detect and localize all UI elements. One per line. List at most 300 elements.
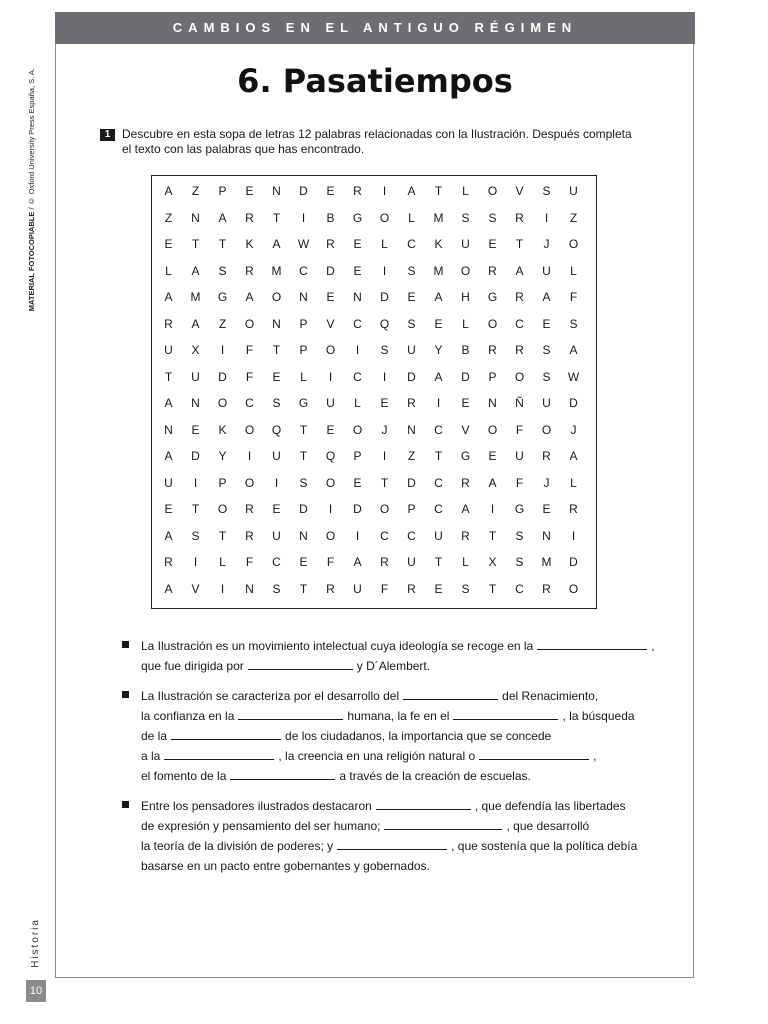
copyright-bold: MATERIAL FOTOCOPIABLE bbox=[27, 211, 36, 312]
grid-letter[interactable]: E bbox=[326, 422, 335, 437]
grid-letter[interactable]: E bbox=[326, 290, 335, 304]
exercise-text: , que defendía las libertades bbox=[474, 799, 626, 813]
grid-letter[interactable]: J bbox=[570, 422, 577, 437]
grid-letter[interactable]: P bbox=[299, 343, 308, 357]
grid-letter[interactable]: R bbox=[164, 316, 173, 331]
grid-letter[interactable]: P bbox=[218, 184, 227, 198]
grid-letter[interactable]: D bbox=[569, 555, 578, 569]
grid-letter[interactable]: E bbox=[272, 369, 281, 384]
grid-letter[interactable]: A bbox=[164, 396, 173, 410]
grid-letter[interactable]: C bbox=[434, 502, 443, 516]
grid-letter[interactable]: T bbox=[218, 237, 227, 251]
grid-row bbox=[152, 231, 596, 257]
grid-letter[interactable]: O bbox=[379, 502, 390, 516]
chapter-header: CAMBIOS EN EL ANTIGUO RÉGIMEN bbox=[55, 12, 695, 44]
grid-letter[interactable]: S bbox=[461, 581, 470, 596]
grid-letter[interactable]: O bbox=[487, 316, 498, 331]
grid-letter[interactable]: T bbox=[299, 581, 308, 596]
grid-row bbox=[152, 496, 596, 522]
grid-letter[interactable]: G bbox=[298, 396, 309, 410]
grid-letter[interactable]: F bbox=[245, 369, 254, 384]
grid-letter[interactable]: T bbox=[380, 475, 389, 490]
grid-letter[interactable]: L bbox=[570, 263, 577, 278]
grid-letter[interactable]: Z bbox=[164, 210, 173, 225]
grid-letter[interactable]: I bbox=[382, 449, 387, 463]
grid-letter[interactable]: Y bbox=[218, 449, 227, 463]
grid-letter[interactable]: E bbox=[164, 237, 173, 251]
grid-letter[interactable]: E bbox=[353, 237, 362, 251]
grid-letter[interactable]: E bbox=[353, 263, 362, 278]
grid-letter[interactable]: F bbox=[515, 422, 524, 437]
grid-letter[interactable]: A bbox=[461, 502, 470, 516]
grid-letter[interactable]: E bbox=[461, 396, 470, 410]
grid-letter[interactable]: D bbox=[218, 369, 227, 384]
grid-letter[interactable]: T bbox=[488, 528, 497, 543]
grid-letter[interactable]: R bbox=[353, 184, 362, 198]
grid-letter[interactable]: R bbox=[515, 210, 524, 225]
grid-letter[interactable]: I bbox=[544, 210, 549, 225]
grid-letter[interactable]: S bbox=[569, 316, 578, 331]
grid-letter[interactable]: E bbox=[380, 396, 389, 410]
answer-blank[interactable] bbox=[453, 707, 558, 720]
grid-letter[interactable]: S bbox=[461, 210, 470, 225]
grid-letter[interactable]: U bbox=[164, 475, 173, 490]
grid-letter[interactable]: O bbox=[271, 290, 282, 304]
grid-letter[interactable]: A bbox=[245, 290, 254, 304]
grid-letter[interactable]: D bbox=[407, 369, 416, 384]
grid-letter[interactable]: S bbox=[542, 369, 551, 384]
grid-letter[interactable]: T bbox=[191, 502, 200, 516]
grid-letter[interactable]: L bbox=[381, 237, 388, 251]
exercise-line bbox=[141, 836, 660, 856]
grid-letter[interactable]: S bbox=[488, 210, 497, 225]
grid-letter[interactable]: O bbox=[487, 422, 498, 437]
grid-letter[interactable]: L bbox=[570, 475, 577, 490]
grid-letter[interactable]: N bbox=[272, 184, 281, 198]
grid-letter[interactable]: B bbox=[461, 343, 470, 357]
grid-row bbox=[152, 337, 596, 363]
grid-letter[interactable]: A bbox=[164, 290, 173, 304]
grid-letter[interactable]: R bbox=[245, 263, 254, 278]
grid-letter[interactable]: K bbox=[218, 422, 227, 437]
grid-letter[interactable]: E bbox=[245, 184, 254, 198]
grid-letter[interactable]: Q bbox=[325, 449, 336, 463]
grid-letter[interactable]: F bbox=[245, 555, 254, 569]
grid-letter[interactable]: O bbox=[568, 237, 579, 251]
grid-letter[interactable]: S bbox=[542, 343, 551, 357]
grid-letter[interactable]: O bbox=[325, 343, 336, 357]
grid-letter[interactable]: C bbox=[407, 528, 416, 543]
grid-letter[interactable]: G bbox=[460, 449, 471, 463]
grid-letter[interactable]: F bbox=[569, 290, 578, 304]
exercise-item bbox=[120, 686, 660, 786]
grid-letter[interactable]: M bbox=[541, 555, 552, 569]
grid-letter[interactable]: L bbox=[462, 316, 469, 331]
grid-letter[interactable]: D bbox=[461, 369, 470, 384]
subject-label: Historia bbox=[30, 918, 41, 968]
grid-letter[interactable]: G bbox=[352, 210, 363, 225]
grid-letter[interactable]: A bbox=[515, 263, 524, 278]
grid-letter[interactable]: F bbox=[380, 581, 389, 596]
grid-letter[interactable]: R bbox=[569, 502, 578, 516]
grid-letter[interactable]: N bbox=[299, 290, 308, 304]
grid-letter[interactable]: A bbox=[191, 316, 200, 331]
grid-letter[interactable]: R bbox=[245, 502, 254, 516]
answer-blank[interactable] bbox=[479, 747, 589, 760]
grid-letter[interactable]: A bbox=[569, 343, 578, 357]
grid-letter[interactable]: S bbox=[407, 263, 416, 278]
grid-letter[interactable]: R bbox=[461, 475, 470, 490]
grid-letter[interactable]: G bbox=[217, 290, 228, 304]
copyright-rest: / © Oxford University Press España, S. A. bbox=[27, 68, 36, 212]
grid-letter[interactable]: N bbox=[272, 316, 281, 331]
grid-letter[interactable]: Z bbox=[218, 316, 227, 331]
exercise-text: La Ilustración se caracteriza por el desarrollo del bbox=[141, 689, 400, 703]
grid-letter[interactable]: R bbox=[515, 290, 524, 304]
grid-letter[interactable]: I bbox=[220, 343, 225, 357]
grid-letter[interactable]: D bbox=[569, 396, 578, 410]
answer-blank[interactable] bbox=[384, 817, 502, 830]
grid-letter[interactable]: S bbox=[407, 316, 416, 331]
grid-letter[interactable]: U bbox=[407, 555, 416, 569]
grid-letter[interactable]: D bbox=[326, 263, 335, 278]
grid-letter[interactable]: C bbox=[353, 369, 362, 384]
answer-blank[interactable] bbox=[248, 657, 353, 670]
grid-letter[interactable]: O bbox=[514, 369, 525, 384]
grid-letter[interactable]: S bbox=[542, 184, 551, 198]
grid-letter[interactable]: T bbox=[218, 528, 227, 543]
grid-letter[interactable]: I bbox=[220, 581, 225, 596]
grid-letter[interactable]: C bbox=[515, 581, 524, 596]
grid-letter[interactable]: C bbox=[353, 316, 362, 331]
grid-letter[interactable]: F bbox=[515, 475, 524, 490]
grid-letter[interactable]: N bbox=[191, 396, 200, 410]
grid-letter[interactable]: U bbox=[407, 343, 416, 357]
exercise-text: a través de la creación de escuelas. bbox=[339, 769, 531, 783]
grid-letter[interactable]: X bbox=[191, 343, 200, 357]
grid-letter[interactable]: O bbox=[244, 422, 255, 437]
exercise-text: , que sostenía que la política debía bbox=[451, 839, 638, 853]
exercise-line bbox=[141, 726, 660, 746]
grid-letter[interactable]: R bbox=[542, 449, 551, 463]
grid-letter[interactable]: A bbox=[272, 237, 281, 251]
grid-letter[interactable]: I bbox=[355, 343, 360, 357]
grid-letter[interactable]: C bbox=[434, 475, 443, 490]
grid-letter[interactable]: R bbox=[542, 581, 551, 596]
grid-letter[interactable]: I bbox=[571, 528, 576, 543]
grid-letter[interactable]: M bbox=[433, 210, 444, 225]
grid-letter[interactable]: C bbox=[434, 422, 443, 437]
grid-letter[interactable]: J bbox=[543, 475, 550, 490]
grid-letter[interactable]: I bbox=[355, 528, 360, 543]
grid-letter[interactable]: M bbox=[271, 263, 282, 278]
grid-letter[interactable]: D bbox=[299, 502, 308, 516]
grid-letter[interactable]: I bbox=[274, 475, 279, 490]
grid-letter[interactable]: N bbox=[164, 422, 173, 437]
grid-letter[interactable]: N bbox=[191, 210, 200, 225]
grid-letter[interactable]: E bbox=[488, 449, 497, 463]
grid-letter[interactable]: T bbox=[488, 581, 497, 596]
answer-blank[interactable] bbox=[164, 747, 274, 760]
grid-letter[interactable]: A bbox=[218, 210, 227, 225]
grid-letter[interactable]: U bbox=[542, 263, 551, 278]
grid-letter[interactable]: A bbox=[164, 184, 173, 198]
grid-letter[interactable]: T bbox=[434, 449, 443, 463]
grid-letter[interactable]: A bbox=[164, 581, 173, 596]
grid-letter[interactable]: U bbox=[569, 184, 578, 198]
grid-letter[interactable]: Z bbox=[191, 184, 200, 198]
grid-letter[interactable]: J bbox=[381, 422, 388, 437]
grid-letter[interactable]: D bbox=[299, 184, 308, 198]
grid-letter[interactable]: C bbox=[299, 263, 308, 278]
grid-letter[interactable]: S bbox=[191, 528, 200, 543]
grid-letter[interactable]: E bbox=[434, 316, 443, 331]
grid-letter[interactable]: A bbox=[407, 184, 416, 198]
grid-letter[interactable]: A bbox=[488, 475, 497, 490]
answer-blank[interactable] bbox=[171, 727, 281, 740]
grid-letter[interactable]: U bbox=[326, 396, 335, 410]
grid-letter[interactable]: O bbox=[379, 210, 390, 225]
exercise-line bbox=[141, 766, 660, 786]
answer-blank[interactable] bbox=[230, 767, 335, 780]
grid-letter[interactable]: F bbox=[326, 555, 335, 569]
grid-letter[interactable]: E bbox=[299, 555, 308, 569]
exercise-text: Entre los pensadores ilustrados destacaron bbox=[141, 799, 372, 813]
grid-letter[interactable]: H bbox=[461, 290, 470, 304]
grid-letter[interactable]: N bbox=[299, 528, 308, 543]
grid-letter[interactable]: O bbox=[217, 396, 228, 410]
grid-letter[interactable]: O bbox=[244, 475, 255, 490]
grid-letter[interactable]: G bbox=[487, 290, 498, 304]
grid-letter[interactable]: I bbox=[301, 210, 306, 225]
grid-letter[interactable]: Q bbox=[379, 316, 390, 331]
grid-letter[interactable]: A bbox=[353, 555, 362, 569]
exercise-text: del Renacimiento, bbox=[502, 689, 599, 703]
grid-letter[interactable]: S bbox=[380, 343, 389, 357]
grid-row bbox=[152, 258, 596, 284]
grid-letter[interactable]: T bbox=[299, 449, 308, 463]
grid-letter[interactable]: P bbox=[299, 316, 308, 331]
grid-letter[interactable]: O bbox=[568, 581, 579, 596]
grid-letter[interactable]: E bbox=[353, 475, 362, 490]
grid-letter[interactable]: R bbox=[461, 528, 470, 543]
fill-in-exercises bbox=[120, 636, 660, 886]
grid-letter[interactable]: R bbox=[488, 343, 497, 357]
grid-letter[interactable]: N bbox=[245, 581, 254, 596]
grid-letter[interactable]: T bbox=[434, 555, 443, 569]
grid-letter[interactable]: A bbox=[569, 449, 578, 463]
answer-blank[interactable] bbox=[537, 637, 647, 650]
grid-letter[interactable]: L bbox=[408, 210, 415, 225]
grid-letter[interactable]: R bbox=[245, 528, 254, 543]
grid-letter[interactable]: U bbox=[191, 369, 200, 384]
grid-letter[interactable]: O bbox=[244, 316, 255, 331]
grid-letter[interactable]: N bbox=[542, 528, 551, 543]
grid-letter[interactable]: E bbox=[542, 316, 551, 331]
grid-letter[interactable]: M bbox=[190, 290, 201, 304]
grid-letter[interactable]: T bbox=[272, 343, 281, 357]
grid-letter[interactable]: A bbox=[164, 449, 173, 463]
grid-letter[interactable]: W bbox=[297, 237, 310, 251]
exercise-text: de los ciudadanos, la importancia que se concede bbox=[285, 729, 552, 743]
grid-row bbox=[152, 205, 596, 231]
grid-letter[interactable]: I bbox=[382, 263, 387, 278]
grid-letter[interactable]: E bbox=[164, 502, 173, 516]
grid-letter[interactable]: R bbox=[245, 210, 254, 225]
grid-letter[interactable]: E bbox=[272, 502, 281, 516]
grid-letter[interactable]: D bbox=[191, 449, 200, 463]
answer-blank[interactable] bbox=[337, 837, 447, 850]
grid-letter[interactable]: P bbox=[353, 449, 362, 463]
grid-letter[interactable]: X bbox=[488, 555, 497, 569]
grid-letter[interactable]: U bbox=[542, 396, 551, 410]
grid-letter[interactable]: G bbox=[514, 502, 525, 516]
page-title: 6. Pasatiempos bbox=[237, 62, 513, 100]
grid-letter[interactable]: V bbox=[461, 422, 470, 437]
grid-letter[interactable]: R bbox=[488, 263, 497, 278]
grid-letter[interactable]: V bbox=[515, 184, 524, 198]
grid-letter[interactable]: O bbox=[460, 263, 471, 278]
grid-letter[interactable]: O bbox=[487, 184, 498, 198]
grid-letter[interactable]: T bbox=[164, 369, 173, 384]
grid-letter[interactable]: N bbox=[407, 422, 416, 437]
grid-letter[interactable]: E bbox=[407, 290, 416, 304]
grid-letter[interactable]: C bbox=[245, 396, 254, 410]
grid-letter[interactable]: P bbox=[218, 475, 227, 490]
grid-letter[interactable]: N bbox=[488, 396, 497, 410]
grid-letter[interactable]: U bbox=[272, 449, 281, 463]
grid-letter[interactable]: S bbox=[515, 528, 524, 543]
grid-row bbox=[152, 576, 596, 602]
grid-letter[interactable]: A bbox=[434, 290, 443, 304]
grid-letter[interactable]: I bbox=[328, 502, 333, 516]
grid-letter[interactable]: O bbox=[325, 475, 336, 490]
grid-letter[interactable]: L bbox=[219, 555, 226, 569]
grid-letter[interactable]: O bbox=[325, 528, 336, 543]
grid-letter[interactable]: T bbox=[299, 422, 308, 437]
grid-letter[interactable]: C bbox=[272, 555, 281, 569]
grid-letter[interactable]: E bbox=[542, 502, 551, 516]
answer-blank[interactable] bbox=[403, 687, 498, 700]
grid-letter[interactable]: J bbox=[543, 237, 550, 251]
grid-row bbox=[152, 364, 596, 390]
grid-letter[interactable]: S bbox=[272, 396, 281, 410]
grid-letter[interactable]: A bbox=[191, 263, 200, 278]
grid-letter[interactable]: L bbox=[165, 263, 172, 278]
grid-letter[interactable]: Z bbox=[569, 210, 578, 225]
grid-letter[interactable]: R bbox=[407, 581, 416, 596]
exercise-line bbox=[141, 816, 660, 836]
grid-letter[interactable]: L bbox=[300, 369, 307, 384]
grid-letter[interactable]: V bbox=[326, 316, 335, 331]
grid-letter[interactable]: S bbox=[515, 555, 524, 569]
grid-letter[interactable]: U bbox=[434, 528, 443, 543]
grid-letter[interactable]: Q bbox=[271, 422, 282, 437]
grid-letter[interactable]: U bbox=[164, 343, 173, 357]
exercise-text: de la bbox=[141, 729, 168, 743]
exercise-text: humana, la fe en el bbox=[347, 709, 450, 723]
grid-letter[interactable]: U bbox=[515, 449, 524, 463]
grid-letter[interactable]: S bbox=[299, 475, 308, 490]
grid-letter[interactable]: A bbox=[434, 369, 443, 384]
grid-letter[interactable]: P bbox=[407, 502, 416, 516]
grid-letter[interactable]: T bbox=[515, 237, 524, 251]
page-number: 10 bbox=[26, 980, 46, 1002]
grid-letter[interactable]: B bbox=[326, 210, 335, 225]
grid-letter[interactable]: I bbox=[490, 502, 495, 516]
grid-letter[interactable]: S bbox=[272, 581, 281, 596]
grid-letter[interactable]: E bbox=[326, 184, 335, 198]
grid-letter[interactable]: U bbox=[272, 528, 281, 543]
grid-letter[interactable]: E bbox=[434, 581, 443, 596]
copyright-notice bbox=[27, 68, 36, 311]
grid-letter[interactable]: O bbox=[217, 502, 228, 516]
grid-letter[interactable]: L bbox=[462, 555, 469, 569]
grid-row bbox=[152, 178, 596, 204]
grid-letter[interactable]: U bbox=[353, 581, 362, 596]
grid-letter[interactable]: S bbox=[218, 263, 227, 278]
grid-letter[interactable]: C bbox=[407, 237, 416, 251]
grid-letter[interactable]: I bbox=[382, 184, 387, 198]
grid-letter[interactable]: F bbox=[245, 343, 254, 357]
answer-blank[interactable] bbox=[238, 707, 343, 720]
grid-letter[interactable]: E bbox=[191, 422, 200, 437]
grid-letter[interactable]: R bbox=[326, 237, 335, 251]
grid-letter[interactable]: R bbox=[380, 555, 389, 569]
grid-letter[interactable]: O bbox=[352, 422, 363, 437]
grid-letter[interactable]: T bbox=[272, 210, 281, 225]
grid-letter[interactable]: U bbox=[461, 237, 470, 251]
grid-letter[interactable]: L bbox=[462, 184, 469, 198]
grid-letter[interactable]: K bbox=[434, 237, 443, 251]
grid-letter[interactable]: C bbox=[380, 528, 389, 543]
grid-letter[interactable]: A bbox=[542, 290, 551, 304]
grid-letter[interactable]: I bbox=[382, 369, 387, 384]
answer-blank[interactable] bbox=[376, 797, 471, 810]
grid-letter[interactable]: C bbox=[515, 316, 524, 331]
grid-letter[interactable]: Y bbox=[434, 343, 443, 357]
grid-letter[interactable]: I bbox=[247, 449, 252, 463]
grid-letter[interactable]: W bbox=[567, 369, 580, 384]
grid-letter[interactable]: R bbox=[326, 581, 335, 596]
grid-letter[interactable]: O bbox=[541, 422, 552, 437]
grid-letter[interactable]: I bbox=[328, 369, 333, 384]
grid-letter[interactable]: T bbox=[191, 237, 200, 251]
grid-letter[interactable]: I bbox=[193, 475, 198, 490]
grid-letter[interactable]: R bbox=[164, 555, 173, 569]
grid-letter[interactable]: E bbox=[488, 237, 497, 251]
grid-letter[interactable]: D bbox=[380, 290, 389, 304]
grid-letter[interactable]: V bbox=[191, 581, 200, 596]
grid-letter[interactable]: M bbox=[433, 263, 444, 278]
grid-letter[interactable]: P bbox=[488, 369, 497, 384]
grid-letter[interactable]: I bbox=[436, 396, 441, 410]
grid-letter[interactable]: D bbox=[407, 475, 416, 490]
grid-letter[interactable]: K bbox=[245, 237, 254, 251]
grid-letter[interactable]: Ñ bbox=[515, 396, 524, 410]
grid-letter[interactable]: R bbox=[515, 343, 524, 357]
grid-letter[interactable]: T bbox=[434, 184, 443, 198]
exercise-text: , la creencia en una religión natural o bbox=[278, 749, 476, 763]
grid-letter[interactable]: Z bbox=[407, 449, 416, 463]
grid-letter[interactable]: I bbox=[193, 555, 198, 569]
grid-row bbox=[152, 284, 596, 310]
grid-letter[interactable]: N bbox=[353, 290, 362, 304]
grid-letter[interactable]: L bbox=[354, 396, 361, 410]
grid-letter[interactable]: R bbox=[407, 396, 416, 410]
grid-letter[interactable]: D bbox=[353, 502, 362, 516]
grid-letter[interactable]: A bbox=[164, 528, 173, 543]
